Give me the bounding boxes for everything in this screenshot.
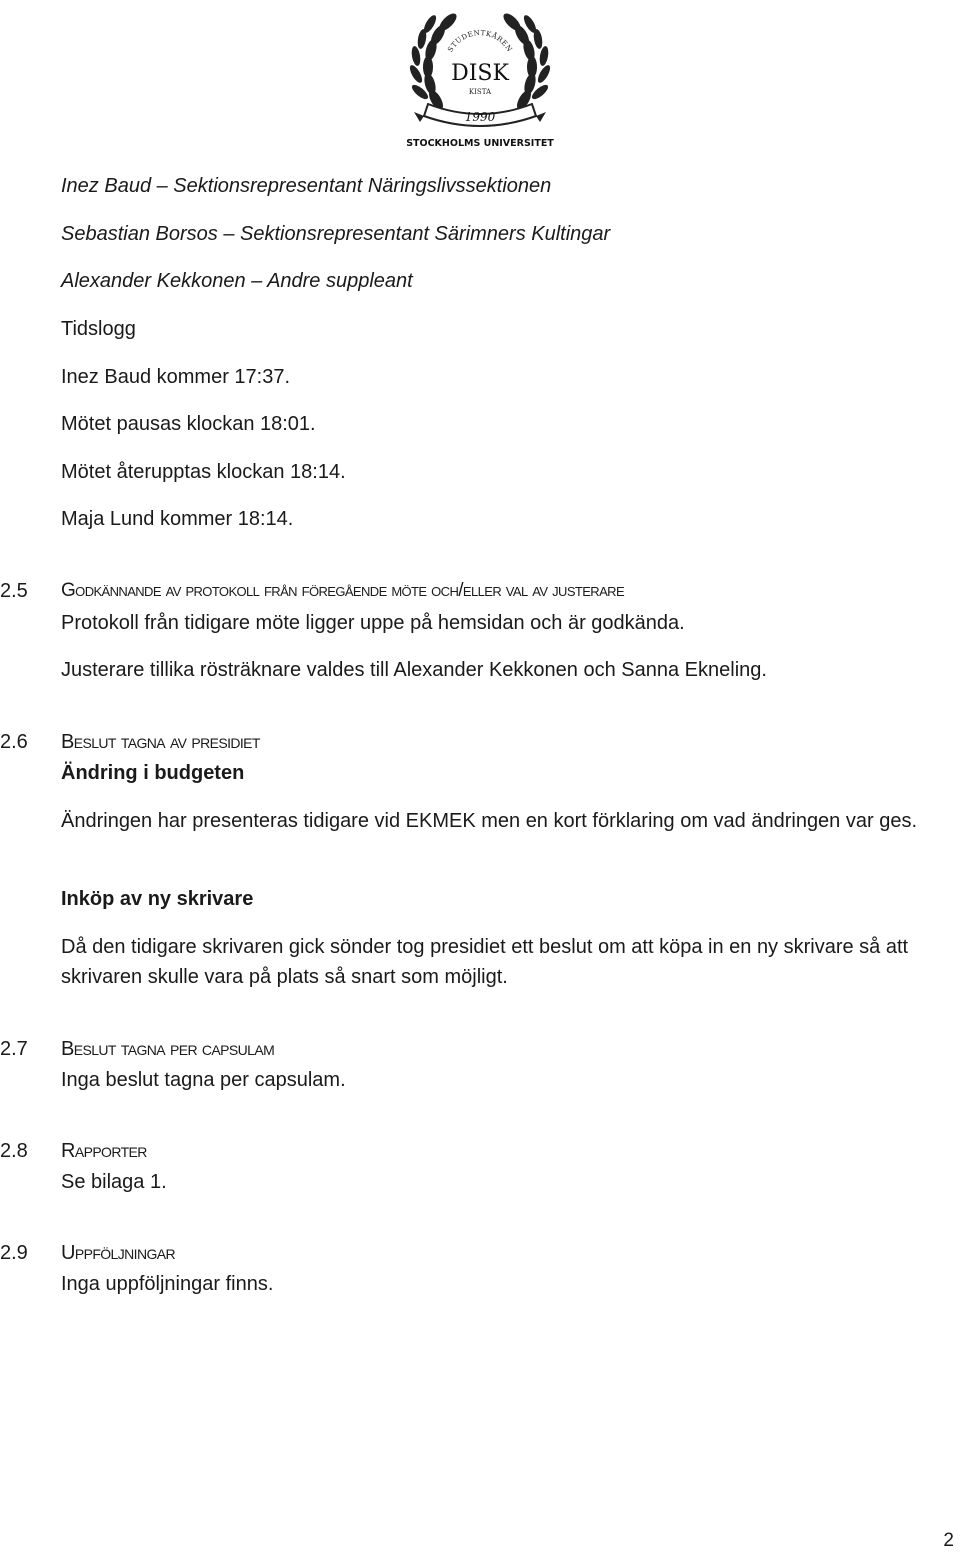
- page-number: 2: [943, 1530, 954, 1551]
- section-number: 2.8: [0, 1140, 28, 1162]
- section-text: Inga uppföljningar finns.: [61, 1273, 274, 1295]
- subsection-heading: Ändring i budgeten: [61, 762, 245, 784]
- section-number: 2.9: [0, 1242, 28, 1264]
- subsection-heading: Inköp av ny skrivare: [61, 888, 254, 910]
- attendee-line: Inez Baud – Sektionsrepresentant Näringslivssektionen: [61, 175, 552, 197]
- timelog-entry: Inez Baud kommer 17:37.: [61, 366, 291, 388]
- section-title: Uppföljningar: [61, 1242, 175, 1264]
- section-text: Se bilaga 1.: [61, 1171, 167, 1193]
- section-number: 2.6: [0, 731, 28, 753]
- section-paragraph: Ändringen har presenteras tidigare vid EKMEK men en kort förklaring om vad ändringen var ges.: [61, 810, 918, 832]
- attendee-line: Alexander Kekkonen – Andre suppleant: [61, 270, 413, 292]
- timelog-entry: Maja Lund kommer 18:14.: [61, 508, 294, 530]
- section-number: 2.5: [0, 580, 28, 602]
- svg-text:KISTA: KISTA: [468, 88, 492, 96]
- section-title: Godkännande av protokoll från föregående möte och/eller val av justerare: [61, 580, 625, 601]
- section-title: Beslut tagna av presidiet: [61, 731, 260, 753]
- disk-logo: [400, 4, 560, 152]
- svg-text:DISK: DISK: [451, 61, 509, 86]
- section-text: Inga beslut tagna per capsulam.: [61, 1069, 346, 1091]
- section-paragraph: Då den tidigare skrivaren gick sönder tog presidiet ett beslut om att köpa in en ny skrivare så att skrivaren skulle vara på plats så snart som möjligt.: [61, 936, 909, 988]
- attendee-line: Sebastian Borsos – Sektionsrepresentant Särimners Kultingar: [61, 223, 611, 245]
- svg-text:1990: 1990: [464, 110, 496, 124]
- svg-text:STOCKHOLMS UNIVERSITET: STOCKHOLMS UNIVERSITET: [406, 138, 554, 149]
- section-text: Justerare tillika rösträknare valdes till Alexander Kekkonen och Sanna Ekneling.: [61, 659, 767, 681]
- timelog-heading: Tidslogg: [61, 318, 136, 340]
- section-title: Beslut tagna per capsulam: [61, 1038, 275, 1060]
- section-number: 2.7: [0, 1038, 28, 1060]
- timelog-entry: Mötet återupptas klockan 18:14.: [61, 461, 346, 483]
- section-title: Rapporter: [61, 1140, 147, 1162]
- timelog-entry: Mötet pausas klockan 18:01.: [61, 413, 316, 435]
- section-text: Protokoll från tidigare möte ligger uppe på hemsidan och är godkända.: [61, 612, 685, 634]
- svg-text:STUDENTKÅREN: STUDENTKÅREN: [446, 28, 514, 54]
